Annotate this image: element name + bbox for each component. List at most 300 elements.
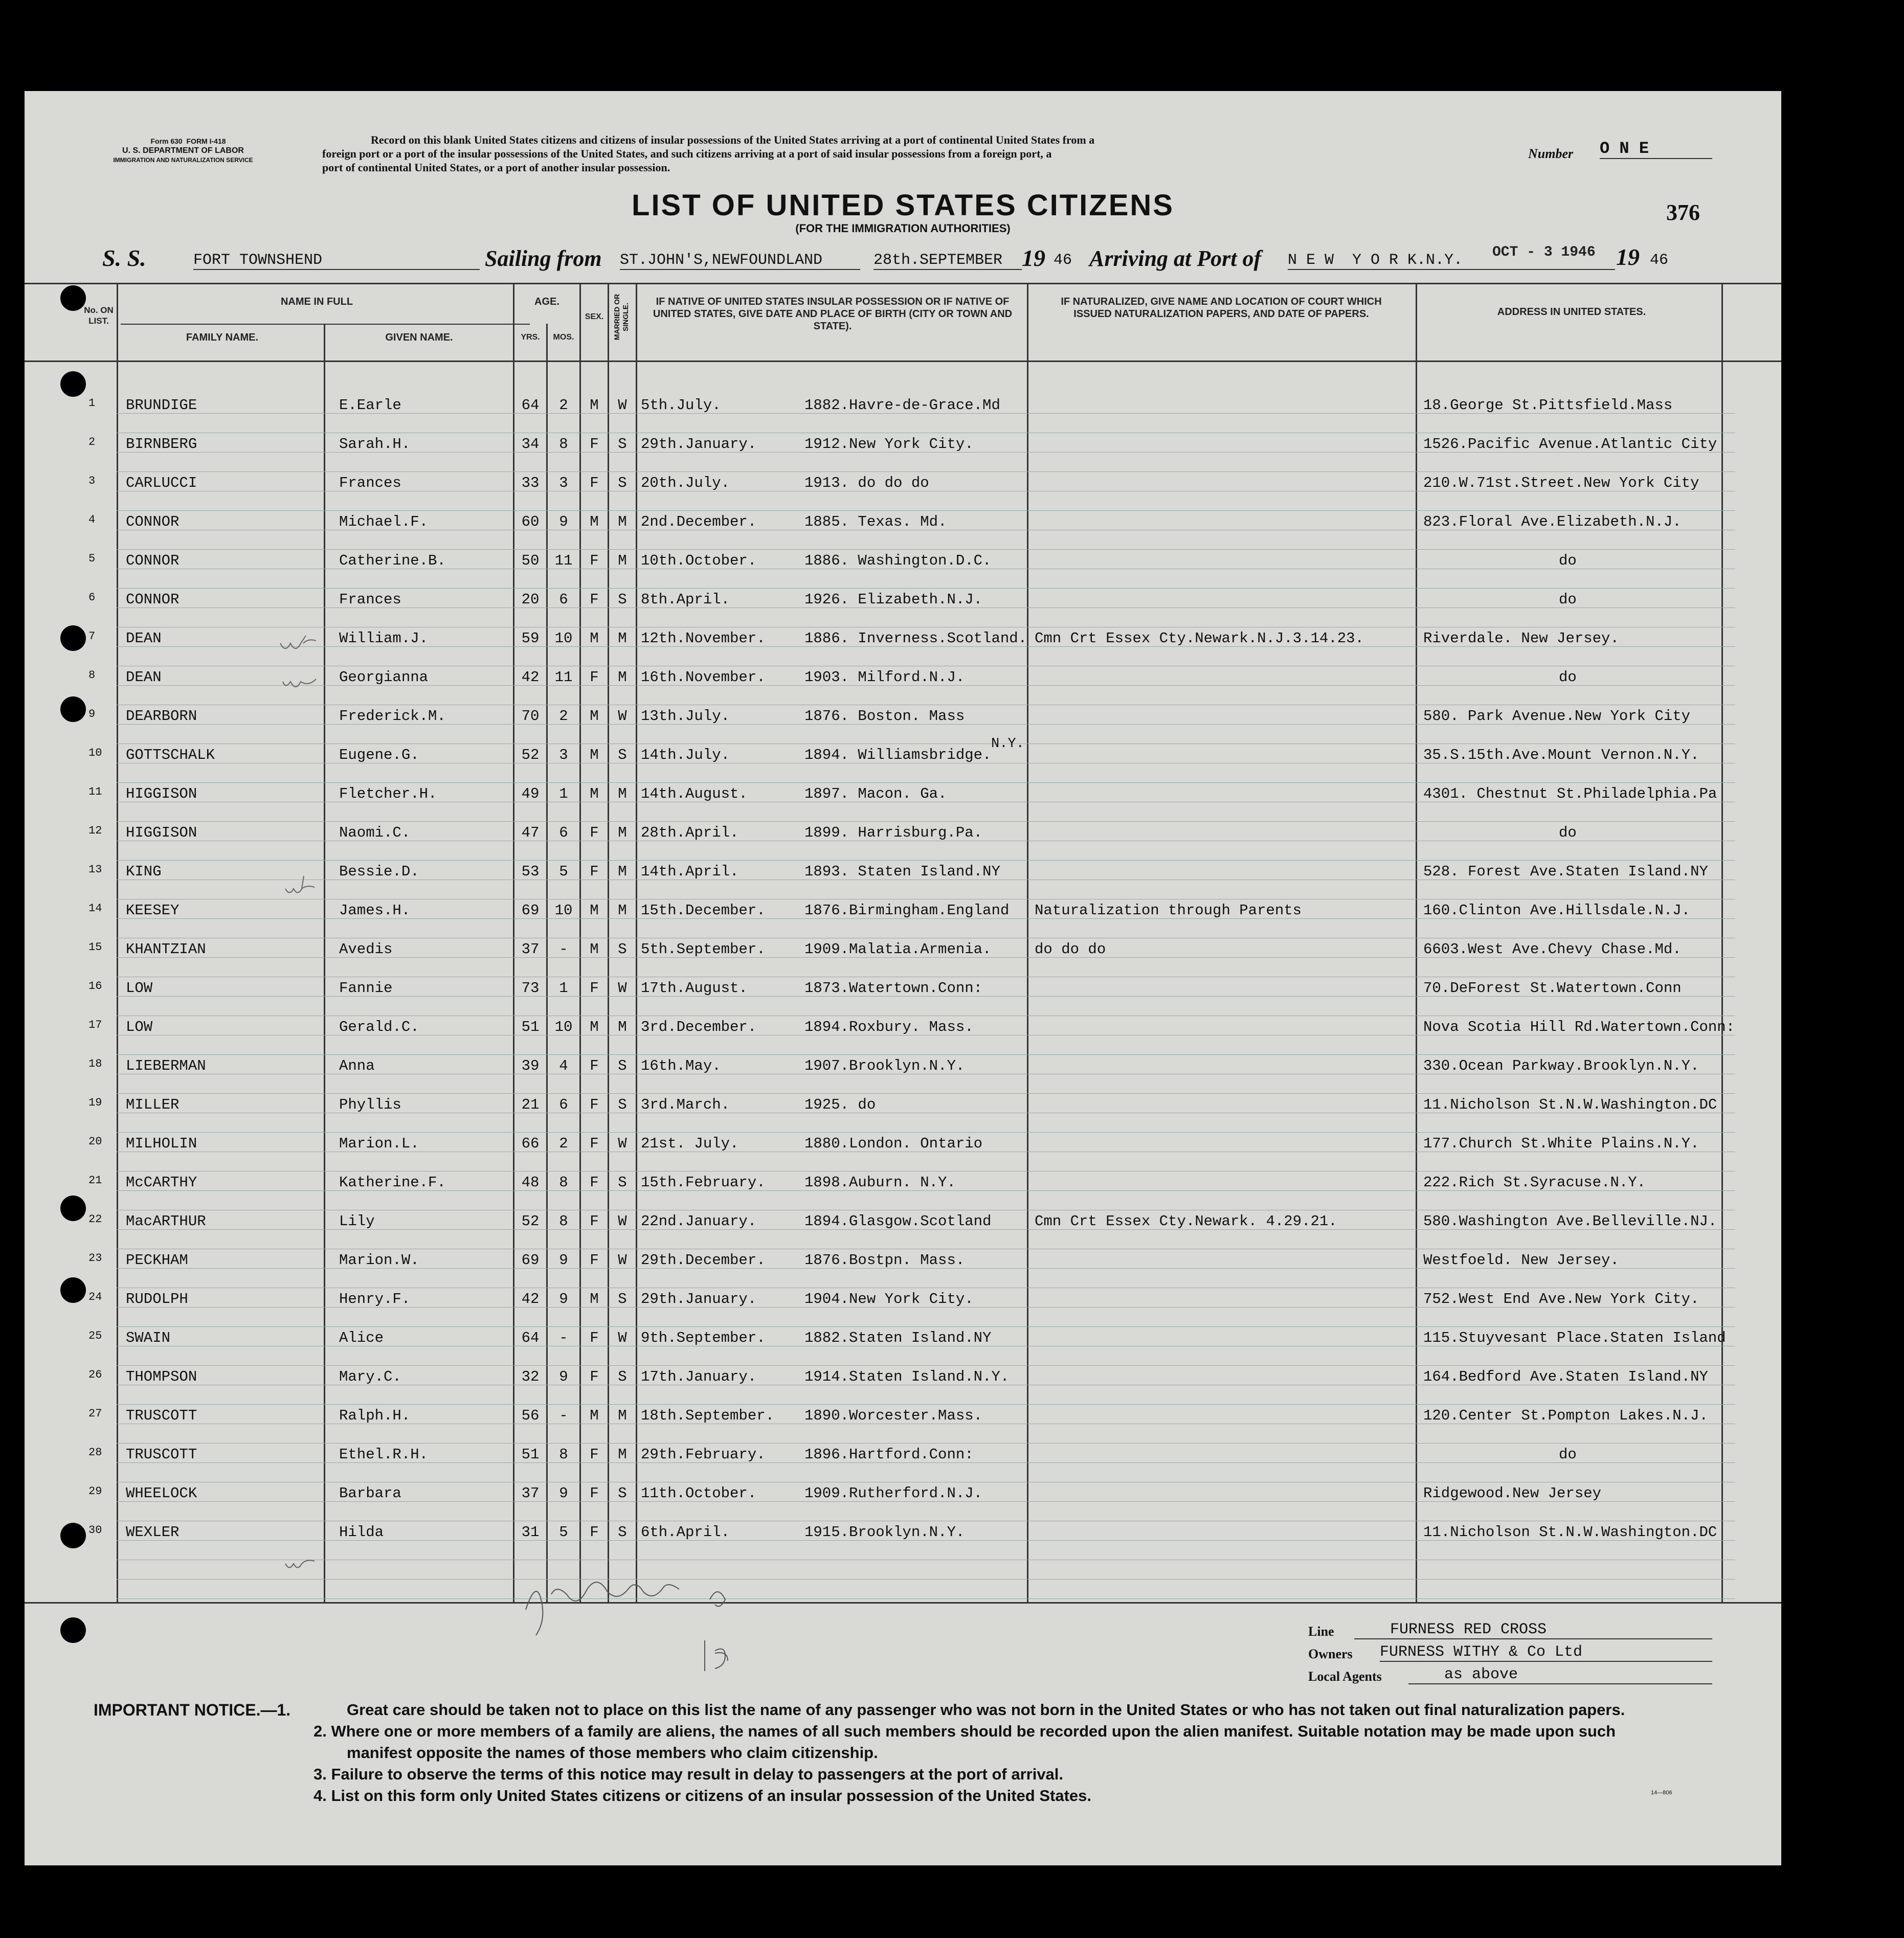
family-name: WHEELOCK xyxy=(126,1485,197,1502)
birth-date: 17th.January. xyxy=(641,1368,757,1385)
punch-hole xyxy=(60,696,86,722)
birth-date: 12th.November. xyxy=(641,630,766,647)
birth-place: 1915.Brooklyn.N.Y. xyxy=(804,1524,965,1541)
us-address: Nova Scotia Hill Rd.Watertown.Conn: xyxy=(1423,1019,1735,1035)
us-address: Riverdale. New Jersey. xyxy=(1423,630,1619,647)
given-name: Lily xyxy=(339,1213,375,1230)
birth-date: 15th.December. xyxy=(641,902,766,919)
sex: F xyxy=(590,1446,599,1463)
us-address: 35.S.15th.Ave.Mount Vernon.N.Y. xyxy=(1423,747,1699,763)
family-name: WEXLER xyxy=(126,1524,180,1541)
sailing-from: ST.JOHN'S,NEWFOUNDLAND xyxy=(620,252,860,270)
birth-place: 1894. Williamsbridge. xyxy=(804,747,992,763)
age-years: 42 xyxy=(521,669,540,686)
birth-place: 1886. Inverness.Scotland. xyxy=(804,630,1027,647)
given-name: Georgianna xyxy=(339,669,429,686)
row-number: 6 xyxy=(88,591,96,604)
family-name: CARLUCCI xyxy=(126,475,197,491)
given-name: Fletcher.H. xyxy=(339,785,437,802)
birth-date: 22nd.January. xyxy=(641,1213,757,1230)
owners-value: FURNESS WITHY & Co Ltd xyxy=(1380,1643,1712,1662)
us-address: do xyxy=(1559,824,1577,841)
sex: F xyxy=(590,591,599,608)
age-months: 2 xyxy=(559,708,568,725)
given-name: Sarah.H. xyxy=(339,436,411,453)
age-months: 9 xyxy=(559,1252,568,1269)
ruled-line xyxy=(117,860,1735,861)
agents-label: Local Agents xyxy=(1308,1669,1382,1684)
age-months: 8 xyxy=(559,1213,568,1230)
birth-place: 1913. do do do xyxy=(804,475,929,491)
family-name: THOMPSON xyxy=(126,1368,197,1385)
us-address: 1526.Pacific Avenue.Atlantic City xyxy=(1423,436,1717,453)
birth-place: 1914.Staten Island.N.Y. xyxy=(804,1368,1010,1385)
sex: M xyxy=(590,513,599,530)
given-name: Frances xyxy=(339,475,401,491)
birth-place: 1885. Texas. Md. xyxy=(804,513,947,530)
header-mos: MOS. xyxy=(553,333,574,342)
us-address: 164.Bedford Ave.Staten Island.NY xyxy=(1423,1368,1708,1385)
marital-status: W xyxy=(618,980,627,997)
birth-date: 29th.February. xyxy=(641,1446,766,1463)
birth-date: 15th.February. xyxy=(641,1174,766,1191)
family-name: KEESEY xyxy=(126,902,180,919)
naturalization: Naturalization through Parents xyxy=(1035,902,1302,919)
age-years: 59 xyxy=(521,630,540,647)
header-yrs: YRS. xyxy=(521,333,540,342)
manifest-sheet xyxy=(25,91,1781,1865)
marital-status: S xyxy=(618,436,627,453)
birth-place: 1899. Harrisburg.Pa. xyxy=(804,824,983,841)
birth-place: 1880.London. Ontario xyxy=(804,1135,983,1152)
sex: F xyxy=(590,863,599,880)
age-years: 42 xyxy=(521,1291,540,1308)
header-name-in-full: NAME IN FULL xyxy=(280,296,353,307)
us-address: 11.Nicholson St.N.W.Washington.DC xyxy=(1423,1096,1717,1113)
us-address: do xyxy=(1559,552,1577,569)
age-months: 5 xyxy=(559,863,568,880)
notice-2-cont: manifest opposite the names of those members who claim citizenship. xyxy=(347,1744,878,1762)
row-number: 30 xyxy=(88,1524,102,1537)
age-months: 3 xyxy=(559,747,568,763)
family-name: CONNOR xyxy=(126,591,180,608)
ruled-line xyxy=(117,821,1735,822)
age-years: 49 xyxy=(521,785,540,802)
birth-place: 1909.Malatia.Armenia. xyxy=(804,941,992,958)
sex: M xyxy=(590,1407,599,1424)
birth-place: 1896.Hartford.Conn: xyxy=(804,1446,974,1463)
sex: F xyxy=(590,824,599,841)
sex: F xyxy=(590,1252,599,1269)
age-years: 32 xyxy=(521,1368,540,1385)
ship-name: FORT TOWNSHEND xyxy=(193,252,480,270)
sex: F xyxy=(590,552,599,569)
row-number: 13 xyxy=(88,863,102,876)
birth-date: 3rd.December. xyxy=(641,1019,757,1035)
row-number: 27 xyxy=(88,1407,102,1420)
birth-place: 1909.Rutherford.N.J. xyxy=(804,1485,983,1502)
header-given-name: GIVEN NAME. xyxy=(385,332,453,343)
marital-status: M xyxy=(618,902,627,919)
us-address: 115.Stuyvesant Place.Staten Island xyxy=(1423,1329,1726,1346)
interlinear-note: N.Y. xyxy=(991,736,1024,752)
family-name: MILHOLIN xyxy=(126,1135,197,1152)
sex: F xyxy=(590,475,599,491)
row-number: 3 xyxy=(88,475,96,487)
marital-status: M xyxy=(618,1407,627,1424)
ruled-line xyxy=(117,588,1735,589)
given-name: William.J. xyxy=(339,630,429,647)
family-name: TRUSCOTT xyxy=(126,1407,197,1424)
birth-place: 1890.Worcester.Mass. xyxy=(804,1407,983,1424)
sex: F xyxy=(590,436,599,453)
number-value: O N E xyxy=(1600,139,1712,159)
family-name: MacARTHUR xyxy=(126,1213,206,1230)
birth-place: 1893. Staten Island.NY xyxy=(804,863,1000,880)
notice-1: Great care should be taken not to place on this list the name of any passenger who was not born in the United States or who has not taken out final naturalization papers. xyxy=(347,1701,1625,1719)
row-number: 4 xyxy=(88,513,96,526)
birth-date: 6th.April. xyxy=(641,1524,730,1541)
given-name: Anna xyxy=(339,1057,375,1074)
row-number: 14 xyxy=(88,902,102,915)
ruled-line xyxy=(117,1054,1735,1055)
us-address: Westfoeld. New Jersey. xyxy=(1423,1252,1619,1269)
marital-status: S xyxy=(618,1291,627,1308)
age-months: 3 xyxy=(559,475,568,491)
birth-place: 1886. Washington.D.C. xyxy=(804,552,992,569)
family-name: LOW xyxy=(126,1019,153,1035)
birth-place: 1912.New York City. xyxy=(804,436,974,453)
age-years: 37 xyxy=(521,1485,540,1502)
family-name: LOW xyxy=(126,980,153,997)
age-months: 9 xyxy=(559,513,568,530)
us-address: 70.DeForest St.Watertown.Conn xyxy=(1423,980,1682,997)
line-label: Line xyxy=(1308,1624,1334,1639)
row-number: 2 xyxy=(88,436,96,448)
header-family-name: FAMILY NAME. xyxy=(186,332,259,343)
birth-date: 5th.July. xyxy=(641,397,721,414)
marital-status: M xyxy=(618,863,627,880)
birth-date: 18th.September. xyxy=(641,1407,775,1424)
sex: M xyxy=(590,747,599,763)
age-months: 6 xyxy=(559,824,568,841)
age-years: 69 xyxy=(521,1252,540,1269)
row-number: 17 xyxy=(88,1019,102,1031)
row-number: 28 xyxy=(88,1446,102,1459)
ruled-line xyxy=(117,510,1735,511)
age-years: 39 xyxy=(521,1057,540,1074)
header-address: ADDRESS IN UNITED STATES. xyxy=(1497,306,1646,318)
family-name: KHANTZIAN xyxy=(126,941,206,958)
marital-status: M xyxy=(618,552,627,569)
punch-hole xyxy=(60,1196,86,1221)
us-address: 580.Washington Ave.Belleville.NJ. xyxy=(1423,1213,1717,1230)
header-bottom-border xyxy=(25,360,1781,362)
us-address: 11.Nicholson St.N.W.Washington.DC xyxy=(1423,1524,1717,1541)
sex: F xyxy=(590,1213,599,1230)
row-number: 11 xyxy=(88,785,102,798)
age-years: 60 xyxy=(521,513,540,530)
header-birth: IF NATIVE OF UNITED STATES INSULAR POSSESSION OR IF NATIVE OF UNITED STATES, GIVE DATE AND PLACE OF BIRTH (CITY OR TOWN AND STATE). xyxy=(653,296,1013,332)
us-address: 752.West End Ave.New York City. xyxy=(1423,1291,1699,1308)
birth-date: 13th.July. xyxy=(641,708,730,725)
sailing-year-prefix: 19 xyxy=(1022,245,1045,271)
print-code: 14—806 xyxy=(1651,1790,1672,1796)
family-name: McCARTHY xyxy=(126,1174,197,1191)
marital-status: M xyxy=(618,824,627,841)
age-months: 2 xyxy=(559,397,568,414)
row-number: 5 xyxy=(88,552,96,565)
given-name: Ralph.H. xyxy=(339,1407,411,1424)
us-address: 210.W.71st.Street.New York City xyxy=(1423,475,1699,491)
sailing-label: Sailing from xyxy=(485,246,602,271)
sex: M xyxy=(590,708,599,725)
sex: F xyxy=(590,980,599,997)
sex: F xyxy=(590,1135,599,1152)
birth-date: 20th.July. xyxy=(641,475,730,491)
age-years: 64 xyxy=(521,397,540,414)
sex: M xyxy=(590,1019,599,1035)
marital-status: S xyxy=(618,1524,627,1541)
number-label: Number xyxy=(1528,146,1574,161)
punch-hole xyxy=(60,1277,86,1303)
birth-place: 1894.Glasgow.Scotland xyxy=(804,1213,992,1230)
punch-hole xyxy=(60,1523,86,1548)
sailing-date: 28th.SEPTEMBER xyxy=(873,252,1022,270)
given-name: Gerald.C. xyxy=(339,1019,419,1035)
given-name: Hilda xyxy=(339,1524,384,1541)
given-name: Barbara xyxy=(339,1485,401,1502)
marital-status: M xyxy=(618,785,627,802)
given-name: Marion.L. xyxy=(339,1135,419,1152)
given-name: Marion.W. xyxy=(339,1252,419,1269)
given-name: Mary.C. xyxy=(339,1368,401,1385)
given-name: Catherine.B. xyxy=(339,552,446,569)
naturalization: Cmn Crt Essex Cty.Newark.N.J.3.14.23. xyxy=(1035,630,1364,647)
table-bottom-border xyxy=(25,1602,1781,1604)
ruled-line xyxy=(117,782,1735,783)
birth-date: 29th.December. xyxy=(641,1252,766,1269)
arrival-year-prefix: 19 xyxy=(1616,244,1640,270)
row-number: 22 xyxy=(88,1213,102,1226)
ruled-line xyxy=(117,1404,1735,1405)
given-name: Eugene.G. xyxy=(339,747,419,763)
marital-status: W xyxy=(618,397,627,414)
marital-status: S xyxy=(618,1096,627,1113)
age-years: 21 xyxy=(521,1096,540,1113)
age-months: 6 xyxy=(559,1096,568,1113)
us-address: do xyxy=(1559,1446,1577,1463)
birth-date: 14th.August. xyxy=(641,785,748,802)
page-subtitle: (FOR THE IMMIGRATION AUTHORITIES) xyxy=(795,222,1011,235)
given-name: Katherine.F. xyxy=(339,1174,446,1191)
birth-place: 1898.Auburn. N.Y. xyxy=(804,1174,956,1191)
arrival-stamp: OCT - 3 1946 xyxy=(1492,244,1596,260)
row-number: 15 xyxy=(88,941,102,954)
marital-status: W xyxy=(618,1252,627,1269)
given-name: Fannie xyxy=(339,980,393,997)
us-address: 18.George St.Pittsfield.Mass xyxy=(1423,397,1673,414)
age-years: 51 xyxy=(521,1019,540,1035)
age-years: 66 xyxy=(521,1135,540,1152)
family-name: MILLER xyxy=(126,1096,180,1113)
age-months: 1 xyxy=(559,785,568,802)
family-name: BIRNBERG xyxy=(126,436,197,453)
birth-date: 8th.April. xyxy=(641,591,730,608)
given-name: Michael.F. xyxy=(339,513,429,530)
age-months: - xyxy=(559,1329,568,1346)
birth-place: 1882.Staten Island.NY xyxy=(804,1329,992,1346)
given-name: Bessie.D. xyxy=(339,863,419,880)
ruled-line xyxy=(117,471,1735,472)
sex: M xyxy=(590,941,599,958)
sex: M xyxy=(590,902,599,919)
marital-status: S xyxy=(618,1368,627,1385)
age-years: 20 xyxy=(521,591,540,608)
agents-value: as above xyxy=(1408,1666,1712,1684)
row-number: 8 xyxy=(88,669,96,682)
family-name: HIGGISON xyxy=(126,785,197,802)
row-number: 20 xyxy=(88,1135,102,1148)
sex: F xyxy=(590,1368,599,1385)
given-name: Alice xyxy=(339,1329,384,1346)
marital-status: S xyxy=(618,1485,627,1502)
marital-status: M xyxy=(618,1019,627,1035)
us-address: 528. Forest Ave.Staten Island.NY xyxy=(1423,863,1708,880)
owners-label: Owners xyxy=(1308,1647,1353,1661)
birth-place: 1876.Birmingham.England xyxy=(804,902,1010,919)
given-name: Frederick.M. xyxy=(339,708,446,725)
row-number: 21 xyxy=(88,1174,102,1187)
age-months: 4 xyxy=(559,1057,568,1074)
family-name: RUDOLPH xyxy=(126,1291,188,1308)
punch-hole xyxy=(60,1617,86,1643)
age-months: - xyxy=(559,1407,568,1424)
age-months: 8 xyxy=(559,1446,568,1463)
us-address: Ridgewood.New Jersey xyxy=(1423,1485,1602,1502)
marital-status: S xyxy=(618,1057,627,1074)
age-months: 10 xyxy=(554,1019,573,1035)
marital-status: S xyxy=(618,941,627,958)
us-address: 160.Clinton Ave.Hillsdale.N.J. xyxy=(1423,902,1691,919)
age-months: 9 xyxy=(559,1368,568,1385)
birth-date: 11th.October. xyxy=(641,1485,757,1502)
age-years: 64 xyxy=(521,1329,540,1346)
row-number: 1 xyxy=(88,397,96,410)
age-years: 73 xyxy=(521,980,540,997)
row-number: 18 xyxy=(88,1057,102,1070)
arrival-port: N E W Y O R K.N.Y. xyxy=(1288,252,1615,270)
marital-status: S xyxy=(618,475,627,491)
notice-title: IMPORTANT NOTICE.—1. xyxy=(94,1701,291,1719)
birth-date: 14th.July. xyxy=(641,747,730,763)
birth-place: 1926. Elizabeth.N.J. xyxy=(804,591,983,608)
birth-date: 5th.September. xyxy=(641,941,766,958)
age-years: 70 xyxy=(521,708,540,725)
marital-status: W xyxy=(618,1213,627,1230)
department: U. S. DEPARTMENT OF LABOR xyxy=(122,146,244,155)
age-months: - xyxy=(559,941,568,958)
birth-place: 1897. Macon. Ga. xyxy=(804,785,947,802)
table-top-border xyxy=(25,283,1781,284)
birth-date: 28th.April. xyxy=(641,824,739,841)
us-address: 6603.West Ave.Chevy Chase.Md. xyxy=(1423,941,1682,958)
family-name: TRUSCOTT xyxy=(126,1446,197,1463)
age-years: 50 xyxy=(521,552,540,569)
marital-status: M xyxy=(618,513,627,530)
sex: F xyxy=(590,669,599,686)
family-name: DEAN xyxy=(126,630,162,647)
birth-place: 1925. do xyxy=(804,1096,876,1113)
family-name: KING xyxy=(126,863,162,880)
punch-hole xyxy=(60,625,86,651)
row-number: 7 xyxy=(88,630,96,643)
family-name: GOTTSCHALK xyxy=(126,747,215,763)
family-name: LIEBERMAN xyxy=(126,1057,206,1074)
birth-date: 14th.April. xyxy=(641,863,739,880)
family-name: BRUNDIGE xyxy=(126,397,197,414)
ss-label: S. S. xyxy=(102,245,146,271)
row-number: 29 xyxy=(88,1485,102,1498)
ruled-line xyxy=(117,1132,1735,1133)
birth-date: 9th.September. xyxy=(641,1329,766,1346)
notice-4: 4. List on this form only United States citizens or citizens of an insular possession of the United States. xyxy=(313,1787,1091,1805)
marital-status: M xyxy=(618,1446,627,1463)
line-value: FURNESS RED CROSS xyxy=(1354,1621,1712,1639)
row-number: 12 xyxy=(88,824,102,837)
age-months: 11 xyxy=(554,669,573,686)
ruled-line xyxy=(117,1326,1735,1327)
sex: M xyxy=(590,785,599,802)
ruled-line xyxy=(117,1443,1735,1444)
age-years: 48 xyxy=(521,1174,540,1191)
age-years: 37 xyxy=(521,941,540,958)
ruled-line xyxy=(117,743,1735,744)
ruled-line xyxy=(117,1598,1735,1599)
ruled-line xyxy=(117,549,1735,550)
age-years: 52 xyxy=(521,1213,540,1230)
age-years: 47 xyxy=(521,824,540,841)
ruled-line xyxy=(117,1365,1735,1366)
age-months: 10 xyxy=(554,902,573,919)
row-number: 24 xyxy=(88,1291,102,1303)
family-name: CONNOR xyxy=(126,552,180,569)
age-years: 69 xyxy=(521,902,540,919)
sex: F xyxy=(590,1174,599,1191)
sailing-year: 46 xyxy=(1054,252,1072,269)
given-name: Frances xyxy=(339,591,401,608)
given-name: Naomi.C. xyxy=(339,824,411,841)
arriving-label: Arriving at Port of xyxy=(1089,246,1262,271)
age-years: 31 xyxy=(521,1524,540,1541)
marital-status: S xyxy=(618,591,627,608)
header-naturalized: IF NATURALIZED, GIVE NAME AND LOCATION OF COURT WHICH ISSUED NATURALIZATION PAPERS, AND DATE OF PAPERS. xyxy=(1061,296,1382,320)
row-number: 25 xyxy=(88,1329,102,1342)
birth-date: 16th.May. xyxy=(641,1057,721,1074)
family-name: PECKHAM xyxy=(126,1252,188,1269)
header-married-single: MARRIED OR SINGLE. xyxy=(613,294,630,341)
row-number: 9 xyxy=(88,708,96,720)
birth-date: 17th.August. xyxy=(641,980,748,997)
row-number: 19 xyxy=(88,1096,102,1109)
age-months: 9 xyxy=(559,1291,568,1308)
naturalization: do do do xyxy=(1035,941,1106,958)
arrival-year: 46 xyxy=(1650,252,1669,269)
marital-status: W xyxy=(618,708,627,725)
birth-date: 2nd.December. xyxy=(641,513,757,530)
marital-status: W xyxy=(618,1329,627,1346)
us-address: 222.Rich St.Syracuse.N.Y. xyxy=(1423,1174,1646,1191)
